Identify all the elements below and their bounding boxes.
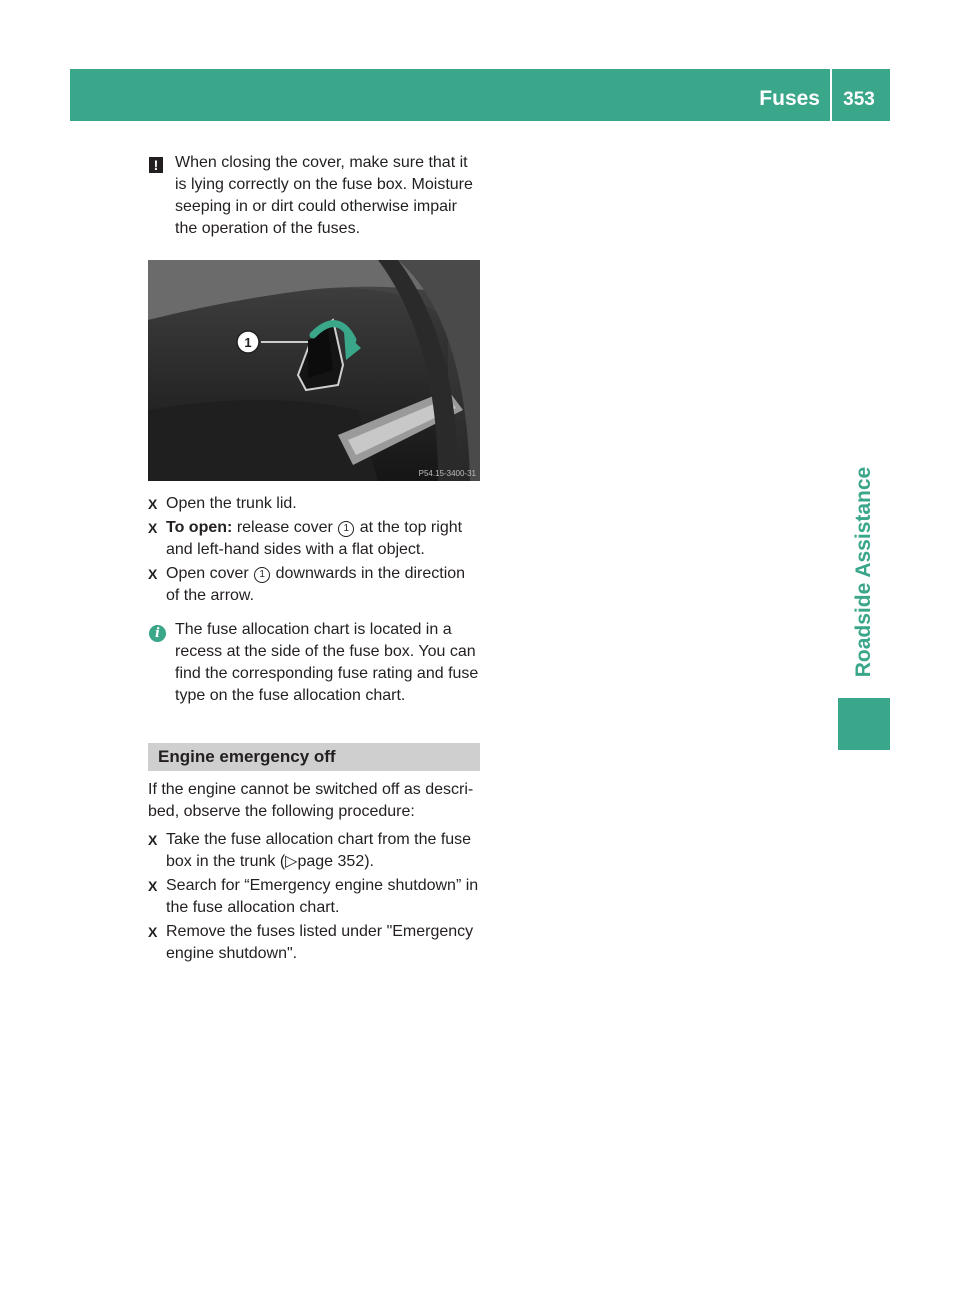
figure-callout: 1 (244, 335, 252, 350)
warning-icon: ! (149, 155, 163, 177)
step-text: Open cover (166, 565, 249, 582)
side-tab (838, 455, 890, 690)
main-column (148, 152, 480, 965)
info-note (148, 619, 480, 707)
step-text: Take the fuse allocation chart from the fuse box in the trunk ( (166, 831, 472, 870)
section-intro: If the engine cannot be switched off as descri-bed, observe the following procedure: (148, 781, 474, 820)
page-header-bar (70, 69, 890, 121)
callout-1-icon: 1 (254, 567, 270, 583)
list-item (148, 921, 480, 965)
step-marker-icon: X (148, 520, 158, 536)
step-bold-label: To open: (166, 519, 233, 536)
step-text: Remove the fuses listed under "Emergency engine shutdown". (166, 923, 474, 962)
list-item (148, 563, 480, 607)
chapter-title: Fuses (759, 87, 820, 110)
step-text: Search for “Emergency engine shutdown” in the fuse allocation chart. (166, 877, 479, 916)
emergency-steps-list (148, 829, 480, 965)
page-ref-link[interactable]: page 352). (297, 853, 374, 870)
trunk-fuse-box-illustration (148, 260, 480, 481)
step-marker-icon: X (148, 832, 158, 848)
step-marker-icon: X (148, 878, 158, 894)
step-text: downwards in the direction of the arrow. (166, 565, 466, 604)
info-note-text: The fuse allocation chart is located in a recess at the side of the fuse box. You can find the corresponding fuse rating and fuse type on the fuse allocation chart. (175, 621, 479, 704)
list-item (148, 829, 480, 873)
warning-note (148, 152, 480, 240)
open-steps-list (148, 493, 480, 607)
list-item (148, 875, 480, 919)
section-heading: Engine emergency off (148, 743, 480, 771)
page-number: 353 (843, 89, 875, 110)
warning-note-text: When closing the cover, make sure that it is lying correctly on the fuse box. Moisture seeping in or dirt could otherwise impair the operation of the fuses. (175, 154, 473, 237)
figure-code: P54.15-3400-31 (418, 469, 476, 478)
step-text: Open the trunk lid. (166, 495, 297, 512)
side-tab-label: Roadside Assistance (852, 466, 875, 678)
list-item (148, 517, 480, 561)
step-text: release cover (236, 519, 333, 536)
step-text: at the top right and left-hand sides with a flat object. (166, 519, 463, 558)
callout-1-icon: 1 (338, 521, 354, 537)
step-marker-icon: X (148, 566, 158, 582)
header-divider (830, 69, 832, 121)
page-ref-icon: ▷ (285, 853, 298, 870)
info-icon: i (149, 622, 166, 644)
list-item (148, 493, 480, 515)
step-marker-icon: X (148, 496, 158, 512)
fuse-box-figure (148, 260, 480, 481)
side-tab-marker (838, 698, 890, 750)
step-marker-icon: X (148, 924, 158, 940)
